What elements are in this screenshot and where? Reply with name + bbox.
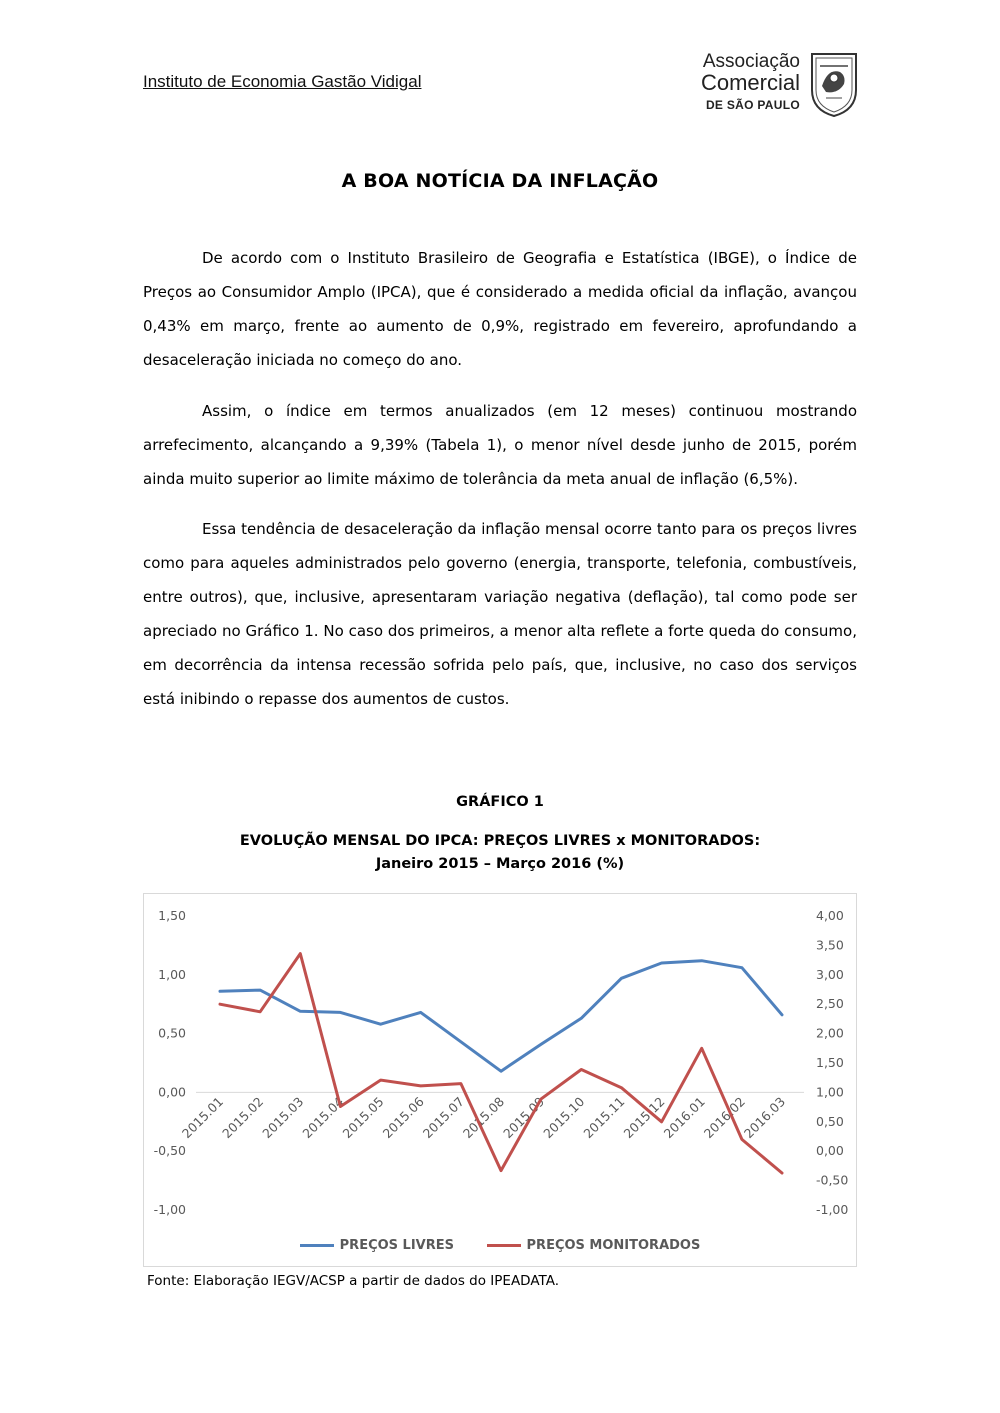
- line-chart: [144, 894, 856, 1234]
- y-left-tick-label: -0,50: [153, 1143, 186, 1159]
- chart-number: GRÁFICO 1: [456, 794, 544, 810]
- x-tick-label: 2015.09: [500, 1093, 548, 1142]
- chart-container: [143, 893, 857, 1267]
- y-left-tick-label: 1,00: [158, 966, 186, 982]
- document-title: A BOA NOTÍCIA DA INFLAÇÃO: [341, 170, 659, 192]
- y-right-tick-label: 2,00: [816, 1025, 844, 1041]
- x-tick-label: 2015.07: [419, 1093, 467, 1142]
- y-right-tick-label: 0,50: [816, 1113, 844, 1129]
- x-tick-label: 2015.05: [339, 1093, 387, 1142]
- y-left-tick-label: 0,50: [158, 1025, 186, 1041]
- x-tick-label: 2016.01: [660, 1093, 708, 1142]
- legend-swatch-precos-monitorados: [487, 1244, 521, 1247]
- x-tick-label: 2015.04: [299, 1093, 347, 1142]
- y-left-tick-label: 1,50: [158, 908, 186, 923]
- y-left-tick-label: -1,00: [153, 1202, 186, 1217]
- legend-item-precos-livres: [300, 1238, 454, 1253]
- x-tick-label: 2015.01: [178, 1093, 227, 1142]
- chart-legend: [144, 1236, 856, 1253]
- x-tick-label: 2015.12: [620, 1093, 668, 1142]
- y-right-tick-label: 1,50: [816, 1055, 844, 1070]
- logo-line-3: DE SÃO PAULO: [705, 98, 800, 112]
- paragraph-2: Assim, o índice em termos anualizados (em 12 meses) continuou mostrando arrefecimento, alcançando a 9,39% (Tabela 1), o menor nível desde junho de 2015, porém ainda muito superior ao limite máximo de tolerância da meta anual de inflação (6,5%).: [143, 402, 857, 488]
- acsp-logo: [688, 50, 863, 120]
- y-right-tick-label: -0,50: [816, 1172, 849, 1188]
- chart-title-line-1: EVOLUÇÃO MENSAL DO IPCA: PREÇOS LIVRES x MONITORADOS:: [239, 833, 761, 849]
- y-right-tick-label: 2,50: [816, 996, 844, 1012]
- logo-line-1: Associação: [702, 51, 800, 72]
- institute-name: Instituto de Economia Gastão Vidigal: [143, 72, 422, 91]
- logo-line-2: Comercial: [700, 70, 800, 95]
- y-right-tick-label: 3,00: [816, 966, 844, 982]
- legend-label-precos-monitorados: PREÇOS MONITORADOS: [526, 1238, 701, 1253]
- y-right-tick-label: 3,50: [816, 937, 844, 953]
- source-note: Fonte: Elaboração IEGV/ACSP a partir de dados do IPEADATA.: [147, 1273, 560, 1289]
- y-right-tick-label: -1,00: [816, 1202, 849, 1217]
- x-tick-label: 2015.11: [580, 1093, 628, 1142]
- x-tick-label: 2015.10: [540, 1093, 588, 1142]
- x-tick-label: 2015.06: [379, 1093, 427, 1142]
- x-tick-label: 2016.03: [740, 1093, 789, 1142]
- y-right-tick-label: 4,00: [816, 908, 844, 923]
- legend-label-precos-livres: PREÇOS LIVRES: [339, 1238, 454, 1253]
- x-tick-label: 2015.03: [259, 1093, 307, 1142]
- paragraph-1: De acordo com o Instituto Brasileiro de Geografia e Estatística (IBGE), o Índice de Preços ao Consumidor Amplo (IPCA), que é considerado a medida oficial da inflação, avançou 0,43% em março, frente ao aumento de 0,9%, registrado em fevereiro, aprofundando a desaceleração iniciada no começo do ano.: [143, 249, 857, 369]
- x-tick-label: 2015.08: [459, 1093, 508, 1142]
- acsp-seal-icon: [806, 50, 862, 118]
- chart-title-line-2: Janeiro 2015 – Março 2016 (%): [375, 856, 625, 872]
- series-line-precos-monitorados: [220, 954, 782, 1173]
- y-left-tick-label: 0,00: [158, 1084, 186, 1100]
- x-tick-label: 2016.02: [700, 1093, 748, 1142]
- logo-text: [688, 50, 800, 111]
- legend-item-precos-monitorados: [487, 1238, 701, 1253]
- y-right-tick-label: 0,00: [816, 1143, 844, 1159]
- y-right-tick-label: 1,00: [816, 1084, 844, 1100]
- legend-swatch-precos-livres: [300, 1244, 334, 1247]
- x-tick-label: 2015.02: [219, 1093, 267, 1142]
- paragraph-3: Essa tendência de desaceleração da inflação mensal ocorre tanto para os preços livres como para aqueles administrados pelo governo (energia, transporte, telefonia, combustíveis, entre outros), que, inclusive, apresentaram variação negativa (deflação), tal como pode ser apreciado no Gráfico 1. No caso dos primeiros, a menor alta reflete a forte queda do consumo, em decorrência da intensa recessão sofrida pelo país, que, inclusive, no caso dos serviços está inibindo o repasse dos aumentos de custos.: [143, 520, 857, 708]
